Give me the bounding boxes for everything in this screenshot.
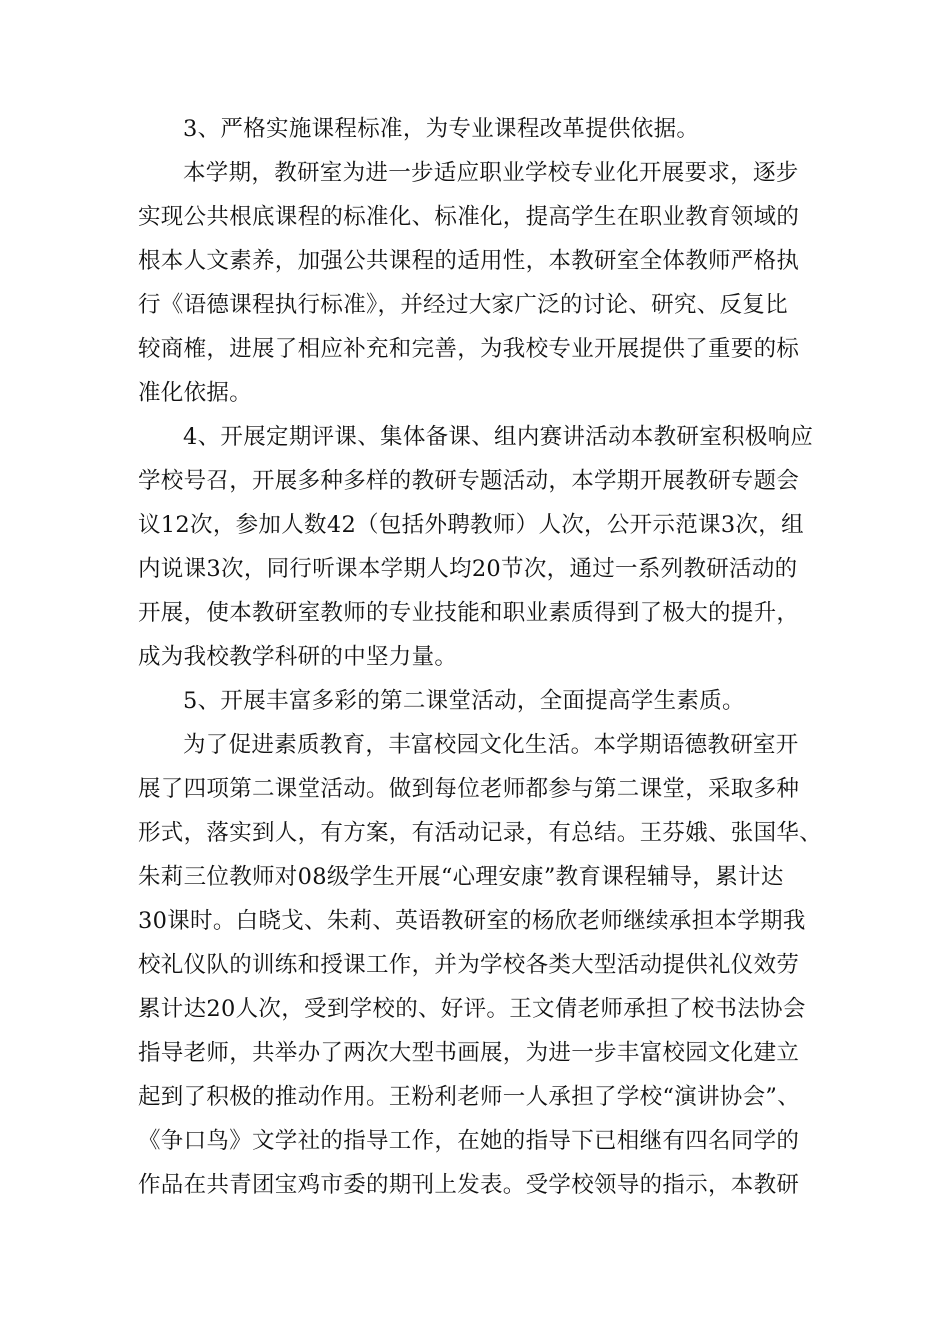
paragraph-line: 开展，使本教研室教师的专业技能和职业素质得到了极大的提升， (138, 600, 800, 626)
paragraph-line: 校礼仪队的训练和授课工作，并为学校各类大型活动提供礼仪效劳 (138, 952, 800, 978)
paragraph-line: 实现公共根底课程的标准化、标准化，提高学生在职业教育领域的 (138, 204, 800, 230)
paragraph-line: 为了促进素质教育，丰富校园文化生活。本学期语德教研室开 (183, 732, 799, 758)
paragraph-line: 展了四项第二课堂活动。做到每位老师都参与第二课堂，采取多种 (138, 776, 800, 802)
paragraph-line: 《争口鸟》文学社的指导工作，在她的指导下已相继有四名同学的 (138, 1128, 800, 1154)
paragraph-line: 行《语德课程执行标准》，并经过大家广泛的讨论、研究、反复比 (138, 292, 788, 318)
paragraph-line: 累计达20人次，受到学校的、好评。王文倩老师承担了校书法协会 (138, 996, 806, 1022)
paragraph-heading-5: 5、开展丰富多彩的第二课堂活动，全面提高学生素质。 (183, 688, 745, 714)
paragraph-line: 准化依据。 (138, 380, 253, 406)
paragraph-line: 指导老师，共举办了两次大型书画展，为进一步丰富校园文化建立 (138, 1040, 800, 1066)
paragraph-heading-4: 4、开展定期评课、集体备课、组内赛讲活动本教研室积极响应 (183, 424, 814, 450)
paragraph-line: 较商榷，进展了相应补充和完善，为我校专业开展提供了重要的标 (138, 336, 800, 362)
paragraph-line: 根本人文素养，加强公共课程的适用性，本教研室全体教师严格执 (138, 248, 800, 274)
paragraph-line: 学校号召，开展多种多样的教研专题活动，本学期开展教研专题会 (138, 468, 800, 494)
paragraph-line: 议12次，参加人数42（包括外聘教师）人次，公开示范课3次，组 (138, 512, 804, 538)
paragraph-line: 30课时。白晓戈、朱莉、英语教研室的杨欣老师继续承担本学期我 (138, 908, 806, 934)
paragraph-line: 起到了积极的推动作用。王粉利老师一人承担了学校“演讲协会”、 (138, 1084, 801, 1110)
paragraph-line: 本学期，教研室为进一步适应职业学校专业化开展要求，逐步 (183, 160, 799, 186)
paragraph-heading-3: 3、严格实施课程标准，为专业课程改革提供依据。 (183, 116, 700, 142)
paragraph-line: 内说课3次，同行听课本学期人均20节次，通过一系列教研活动的 (138, 556, 798, 582)
paragraph-line: 形式，落实到人，有方案，有活动记录，有总结。王芬娥、张国华、 (138, 820, 823, 846)
paragraph-line: 作品在共青团宝鸡市委的期刊上发表。受学校领导的指示，本教研 (138, 1172, 800, 1198)
paragraph-line: 成为我校教学科研的中坚力量。 (138, 644, 458, 670)
paragraph-line: 朱莉三位教师对08级学生开展“心理安康”教育课程辅导，累计达 (138, 864, 784, 890)
